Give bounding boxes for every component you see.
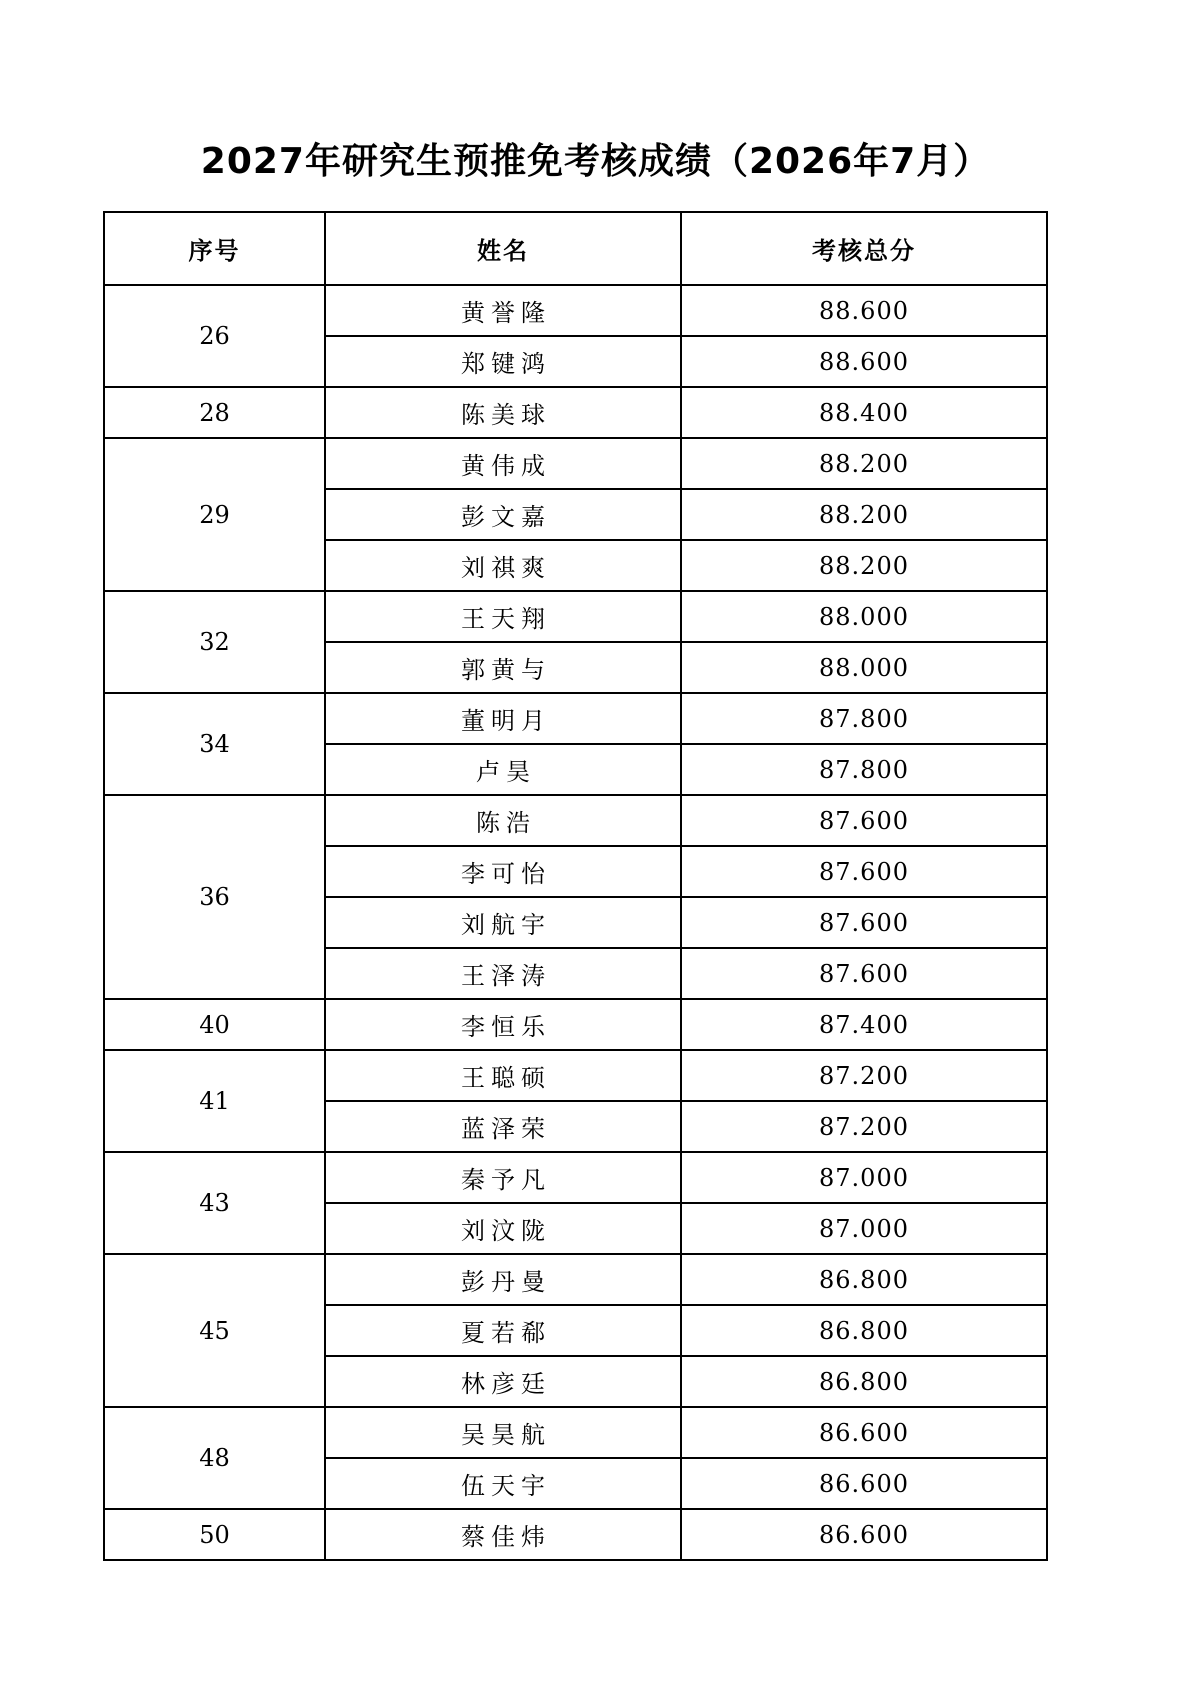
score-table [103, 211, 1048, 1561]
table-row [104, 1407, 1047, 1458]
table-row [104, 591, 1047, 642]
score-cell: 88.200 [681, 540, 1047, 591]
name-cell: 秦予凡 [325, 1152, 681, 1203]
score-cell: 87.800 [681, 744, 1047, 795]
column-header-name: 姓名 [325, 212, 681, 285]
score-cell: 87.200 [681, 1101, 1047, 1152]
score-cell: 88.000 [681, 591, 1047, 642]
name-cell: 伍天宇 [325, 1458, 681, 1509]
score-cell: 86.800 [681, 1305, 1047, 1356]
score-cell: 86.600 [681, 1407, 1047, 1458]
column-header-score: 考核总分 [681, 212, 1047, 285]
score-cell: 86.800 [681, 1254, 1047, 1305]
score-cell: 88.200 [681, 489, 1047, 540]
name-cell: 李可怡 [325, 846, 681, 897]
score-cell: 88.600 [681, 336, 1047, 387]
rank-cell: 40 [104, 999, 325, 1050]
table-row [104, 387, 1047, 438]
name-cell: 李恒乐 [325, 999, 681, 1050]
score-cell: 87.600 [681, 795, 1047, 846]
name-cell: 黄誉隆 [325, 285, 681, 336]
score-cell: 86.600 [681, 1509, 1047, 1560]
name-cell: 郑键鸿 [325, 336, 681, 387]
name-cell: 彭文嘉 [325, 489, 681, 540]
name-cell: 吴昊航 [325, 1407, 681, 1458]
score-cell: 87.200 [681, 1050, 1047, 1101]
name-cell: 黄伟成 [325, 438, 681, 489]
score-cell: 86.800 [681, 1356, 1047, 1407]
name-cell: 陈美球 [325, 387, 681, 438]
name-cell: 董明月 [325, 693, 681, 744]
rank-cell: 29 [104, 438, 325, 591]
name-cell: 刘祺爽 [325, 540, 681, 591]
column-header-rank: 序号 [104, 212, 325, 285]
rank-cell: 34 [104, 693, 325, 795]
score-cell: 87.800 [681, 693, 1047, 744]
table-row [104, 438, 1047, 489]
rank-cell: 48 [104, 1407, 325, 1509]
score-cell: 88.400 [681, 387, 1047, 438]
score-cell: 87.400 [681, 999, 1047, 1050]
name-cell: 王聪硕 [325, 1050, 681, 1101]
table-row [104, 999, 1047, 1050]
score-cell: 86.600 [681, 1458, 1047, 1509]
rank-cell: 50 [104, 1509, 325, 1560]
rank-cell: 45 [104, 1254, 325, 1407]
score-cell: 87.600 [681, 948, 1047, 999]
score-cell: 87.600 [681, 897, 1047, 948]
name-cell: 陈浩 [325, 795, 681, 846]
name-cell: 刘汶陇 [325, 1203, 681, 1254]
rank-cell: 28 [104, 387, 325, 438]
name-cell: 王泽涛 [325, 948, 681, 999]
page-title: 2027年研究生预推免考核成绩（2026年7月） [200, 141, 991, 182]
table-row [104, 1050, 1047, 1101]
table-row [104, 1152, 1047, 1203]
name-cell: 郭黄与 [325, 642, 681, 693]
table-row [104, 693, 1047, 744]
table-body [104, 285, 1047, 1560]
score-cell: 87.000 [681, 1152, 1047, 1203]
name-cell: 卢昊 [325, 744, 681, 795]
name-cell: 彭丹曼 [325, 1254, 681, 1305]
name-cell: 王天翔 [325, 591, 681, 642]
rank-cell: 43 [104, 1152, 325, 1254]
score-cell: 88.200 [681, 438, 1047, 489]
table-row [104, 285, 1047, 336]
name-cell: 刘航宇 [325, 897, 681, 948]
rank-cell: 32 [104, 591, 325, 693]
score-cell: 87.000 [681, 1203, 1047, 1254]
score-cell: 88.600 [681, 285, 1047, 336]
rank-cell: 36 [104, 795, 325, 999]
name-cell: 林彦廷 [325, 1356, 681, 1407]
name-cell: 蔡佳炜 [325, 1509, 681, 1560]
table-row [104, 795, 1047, 846]
name-cell: 蓝泽荣 [325, 1101, 681, 1152]
score-cell: 87.600 [681, 846, 1047, 897]
name-cell: 夏若郗 [325, 1305, 681, 1356]
table-row [104, 1254, 1047, 1305]
score-cell: 88.000 [681, 642, 1047, 693]
table-header-row [104, 212, 1047, 285]
rank-cell: 26 [104, 285, 325, 387]
table-row [104, 1509, 1047, 1560]
rank-cell: 41 [104, 1050, 325, 1152]
